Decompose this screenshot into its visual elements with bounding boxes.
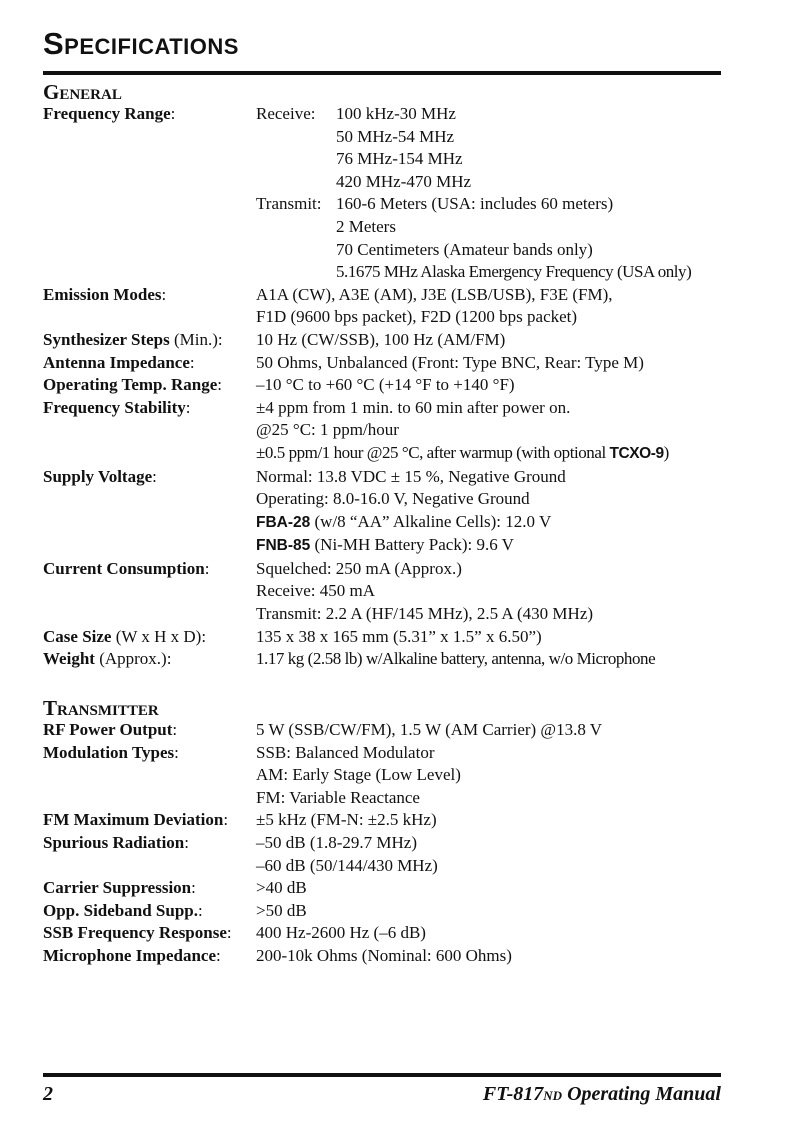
spec-label: Current Consumption xyxy=(43,558,205,578)
option-model-name: TCXO-9 xyxy=(609,444,664,462)
spec-label: Modulation Types xyxy=(43,742,175,762)
spec-label: SSB Frequency Response xyxy=(43,923,227,943)
spec-row-modulation-types: Modulation Types: SSB: Balanced Modulator AM: Early Stage (Low Level) FM: Variable Reactance xyxy=(43,742,723,810)
spec-row-frequency-stability: Frequency Stability: ±4 ppm from 1 min. to 60 min after power on. @25 °C: 1 ppm/hour ±0.5 ppm/1 hour @25 °C, after warmup (with optional TCXO-9) xyxy=(43,397,723,466)
transmit-prefix: Transmit: xyxy=(256,194,322,214)
spec-row-weight: Weight (Approx.): 1.17 kg (2.58 lb) w/Alkaline battery, antenna, w/o Microphone xyxy=(43,648,723,671)
spec-value: 5 W (SSB/CW/FM), 1.5 W (AM Carrier) @13.8 V xyxy=(256,720,603,739)
spec-value: Squelched: 250 mA (Approx.) xyxy=(256,558,462,578)
spec-label-suffix: (Min.) xyxy=(173,329,218,349)
transmitter-heading: Transmitter xyxy=(43,696,159,720)
spec-value: 70 Centimeters (Amateur bands only) xyxy=(336,239,593,259)
spec-value: FNB-85 (Ni-MH Battery Pack): 9.6 V xyxy=(256,535,514,555)
spec-label: Frequency Stability xyxy=(43,397,186,417)
spec-row-antenna-impedance: Antenna Impedance: 50 Ohms, Unbalanced (Front: Type BNC, Rear: Type M) xyxy=(43,352,723,375)
spec-label: Opp. Sideband Supp. xyxy=(43,900,198,920)
spec-value: 200-10k Ohms (Nominal: 600 Ohms) xyxy=(256,945,512,965)
battery-model-name: FNB-85 xyxy=(256,537,311,555)
footer-rule xyxy=(43,1073,721,1077)
spec-value: >40 dB xyxy=(256,878,307,898)
general-section xyxy=(43,81,723,671)
spec-row-supply-voltage: Supply Voltage: Normal: 13.8 VDC ± 15 %, Negative Ground Operating: 8.0-16.0 V, Negative Ground FBA-28 (w/8 “AA” Alkaline Cells): 12.0 V FNB-85 (Ni-MH Battery Pack): 9.6 V xyxy=(43,466,723,558)
spec-value: @25 °C: 1 ppm/hour xyxy=(256,420,399,440)
spec-value: 10 Hz (CW/SSB), 100 Hz (AM/FM) xyxy=(256,329,506,349)
spec-value: –50 dB (1.8-29.7 MHz) xyxy=(256,832,418,852)
spec-row-frequency-range: Frequency Range: Receive: 100 kHz-30 MHz 50 MHz-54 MHz 76 MHz-154 MHz 420 MHz-470 MHz Transmit: 160-6 Meters (USA: includes 60 meters) 2 Meters 70 Centimeters (Amateur bands only) 5.1675 MHz Alaska Emergency Frequency (USA only) xyxy=(43,103,723,284)
spec-value: A1A (CW), A3E (AM), J3E (LSB/USB), F3E (FM), xyxy=(256,284,613,304)
spec-value: –10 °C to +60 °C (+14 °F to +140 °F) xyxy=(256,375,515,395)
spec-row-opp-sideband-supp: Opp. Sideband Supp.: >50 dB xyxy=(43,900,723,923)
spec-value: SSB: Balanced Modulator xyxy=(256,742,435,762)
spec-value: 420 MHz-470 MHz xyxy=(336,171,472,191)
spec-label: Case Size xyxy=(43,626,112,646)
spec-row-rf-power-output: RF Power Output: 5 W (SSB/CW/FM), 1.5 W (AM Carrier) @13.8 V xyxy=(43,719,723,742)
spec-value: 2 Meters xyxy=(336,216,396,236)
spec-label-suffix: (Approx.) xyxy=(99,649,167,669)
page-footer xyxy=(43,1083,721,1106)
spec-value: ±5 kHz (FM-N: ±2.5 kHz) xyxy=(256,810,437,830)
spec-value: Transmit: 2.2 A (HF/145 MHz), 2.5 A (430 MHz) xyxy=(256,604,594,624)
spec-row-case-size: Case Size (W x H x D): 135 x 38 x 165 mm (5.31” x 1.5” x 6.50”) xyxy=(43,626,723,649)
spec-row-operating-temp: Operating Temp. Range: –10 °C to +60 °C (+14 °F to +140 °F) xyxy=(43,374,723,397)
spec-row-current-consumption: Current Consumption: Squelched: 250 mA (Approx.) Receive: 450 mA Transmit: 2.2 A (HF/145 MHz), 2.5 A (430 MHz) xyxy=(43,558,723,626)
spec-label: Spurious Radiation xyxy=(43,832,185,852)
spec-label: FM Maximum Deviation xyxy=(43,810,224,830)
spec-label: Weight xyxy=(43,649,95,669)
spec-value: 135 x 38 x 165 mm (5.31” x 1.5” x 6.50”) xyxy=(256,626,542,646)
page-title: Specifications xyxy=(43,26,239,61)
title-rule xyxy=(43,71,721,75)
spec-value: 1.17 kg (2.58 lb) w/Alkaline battery, antenna, w/o Microphone xyxy=(256,649,656,669)
spec-row-synthesizer-steps: Synthesizer Steps (Min.): 10 Hz (CW/SSB), 100 Hz (AM/FM) xyxy=(43,329,723,352)
spec-row-spurious-radiation: Spurious Radiation: –50 dB (1.8-29.7 MHz) –60 dB (50/144/430 MHz) xyxy=(43,832,723,877)
manual-title: FT-817ND Operating Manual xyxy=(482,1083,721,1105)
spec-label: Emission Modes xyxy=(43,284,162,304)
spec-label: Supply Voltage xyxy=(43,466,153,486)
spec-value: 76 MHz-154 MHz xyxy=(336,149,463,169)
spec-label: Antenna Impedance xyxy=(43,352,190,372)
battery-model-name: FBA-28 xyxy=(256,513,311,531)
spec-label: Synthesizer Steps xyxy=(43,329,170,349)
spec-label-suffix: (W x H x D) xyxy=(115,626,202,646)
spec-value: ±0.5 ppm/1 hour @25 °C, after warmup (with optional TCXO-9) xyxy=(256,442,669,462)
spec-value: Operating: 8.0-16.0 V, Negative Ground xyxy=(256,489,530,509)
transmitter-section xyxy=(43,697,723,968)
spec-value: 160-6 Meters (USA: includes 60 meters) xyxy=(336,194,614,214)
spec-value: Normal: 13.8 VDC ± 15 %, Negative Ground xyxy=(256,466,566,486)
spec-value: 50 MHz-54 MHz xyxy=(336,126,455,146)
page-number: 2 xyxy=(43,1083,53,1105)
spec-row-carrier-suppression: Carrier Suppression: >40 dB xyxy=(43,877,723,900)
general-heading: General xyxy=(43,80,122,104)
spec-label: Carrier Suppression xyxy=(43,878,192,898)
spec-row-emission-modes: Emission Modes: A1A (CW), A3E (AM), J3E (LSB/USB), F3E (FM), F1D (9600 bps packet), F2D (1200 bps packet) xyxy=(43,284,723,329)
spec-value: F1D (9600 bps packet), F2D (1200 bps packet) xyxy=(256,307,578,327)
spec-label: Operating Temp. Range xyxy=(43,375,218,395)
spec-value: 400 Hz-2600 Hz (–6 dB) xyxy=(256,923,426,943)
receive-prefix: Receive: xyxy=(256,104,316,123)
spec-value: FM: Variable Reactance xyxy=(256,787,420,807)
spec-value: 50 Ohms, Unbalanced (Front: Type BNC, Rear: Type M) xyxy=(256,352,644,372)
spec-label: RF Power Output xyxy=(43,720,173,739)
spec-row-ssb-freq-response: SSB Frequency Response: 400 Hz-2600 Hz (–6 dB) xyxy=(43,922,723,945)
spec-value: 5.1675 MHz Alaska Emergency Frequency (USA only) xyxy=(336,262,692,282)
spec-value: >50 dB xyxy=(256,900,307,920)
spec-label: Microphone Impedance xyxy=(43,945,216,965)
spec-row-mic-impedance: Microphone Impedance: 200-10k Ohms (Nominal: 600 Ohms) xyxy=(43,945,723,968)
spec-value: –60 dB (50/144/430 MHz) xyxy=(256,855,438,875)
spec-value: FBA-28 (w/8 “AA” Alkaline Cells): 12.0 V xyxy=(256,511,552,531)
spec-value: AM: Early Stage (Low Level) xyxy=(256,765,461,785)
spec-value: Receive: 450 mA xyxy=(256,581,375,601)
spec-value: ±4 ppm from 1 min. to 60 min after power on. xyxy=(256,397,571,417)
spec-row-fm-max-deviation: FM Maximum Deviation: ±5 kHz (FM-N: ±2.5 kHz) xyxy=(43,809,723,832)
spec-label: Frequency Range xyxy=(43,104,171,123)
spec-value: 100 kHz-30 MHz xyxy=(336,104,456,123)
